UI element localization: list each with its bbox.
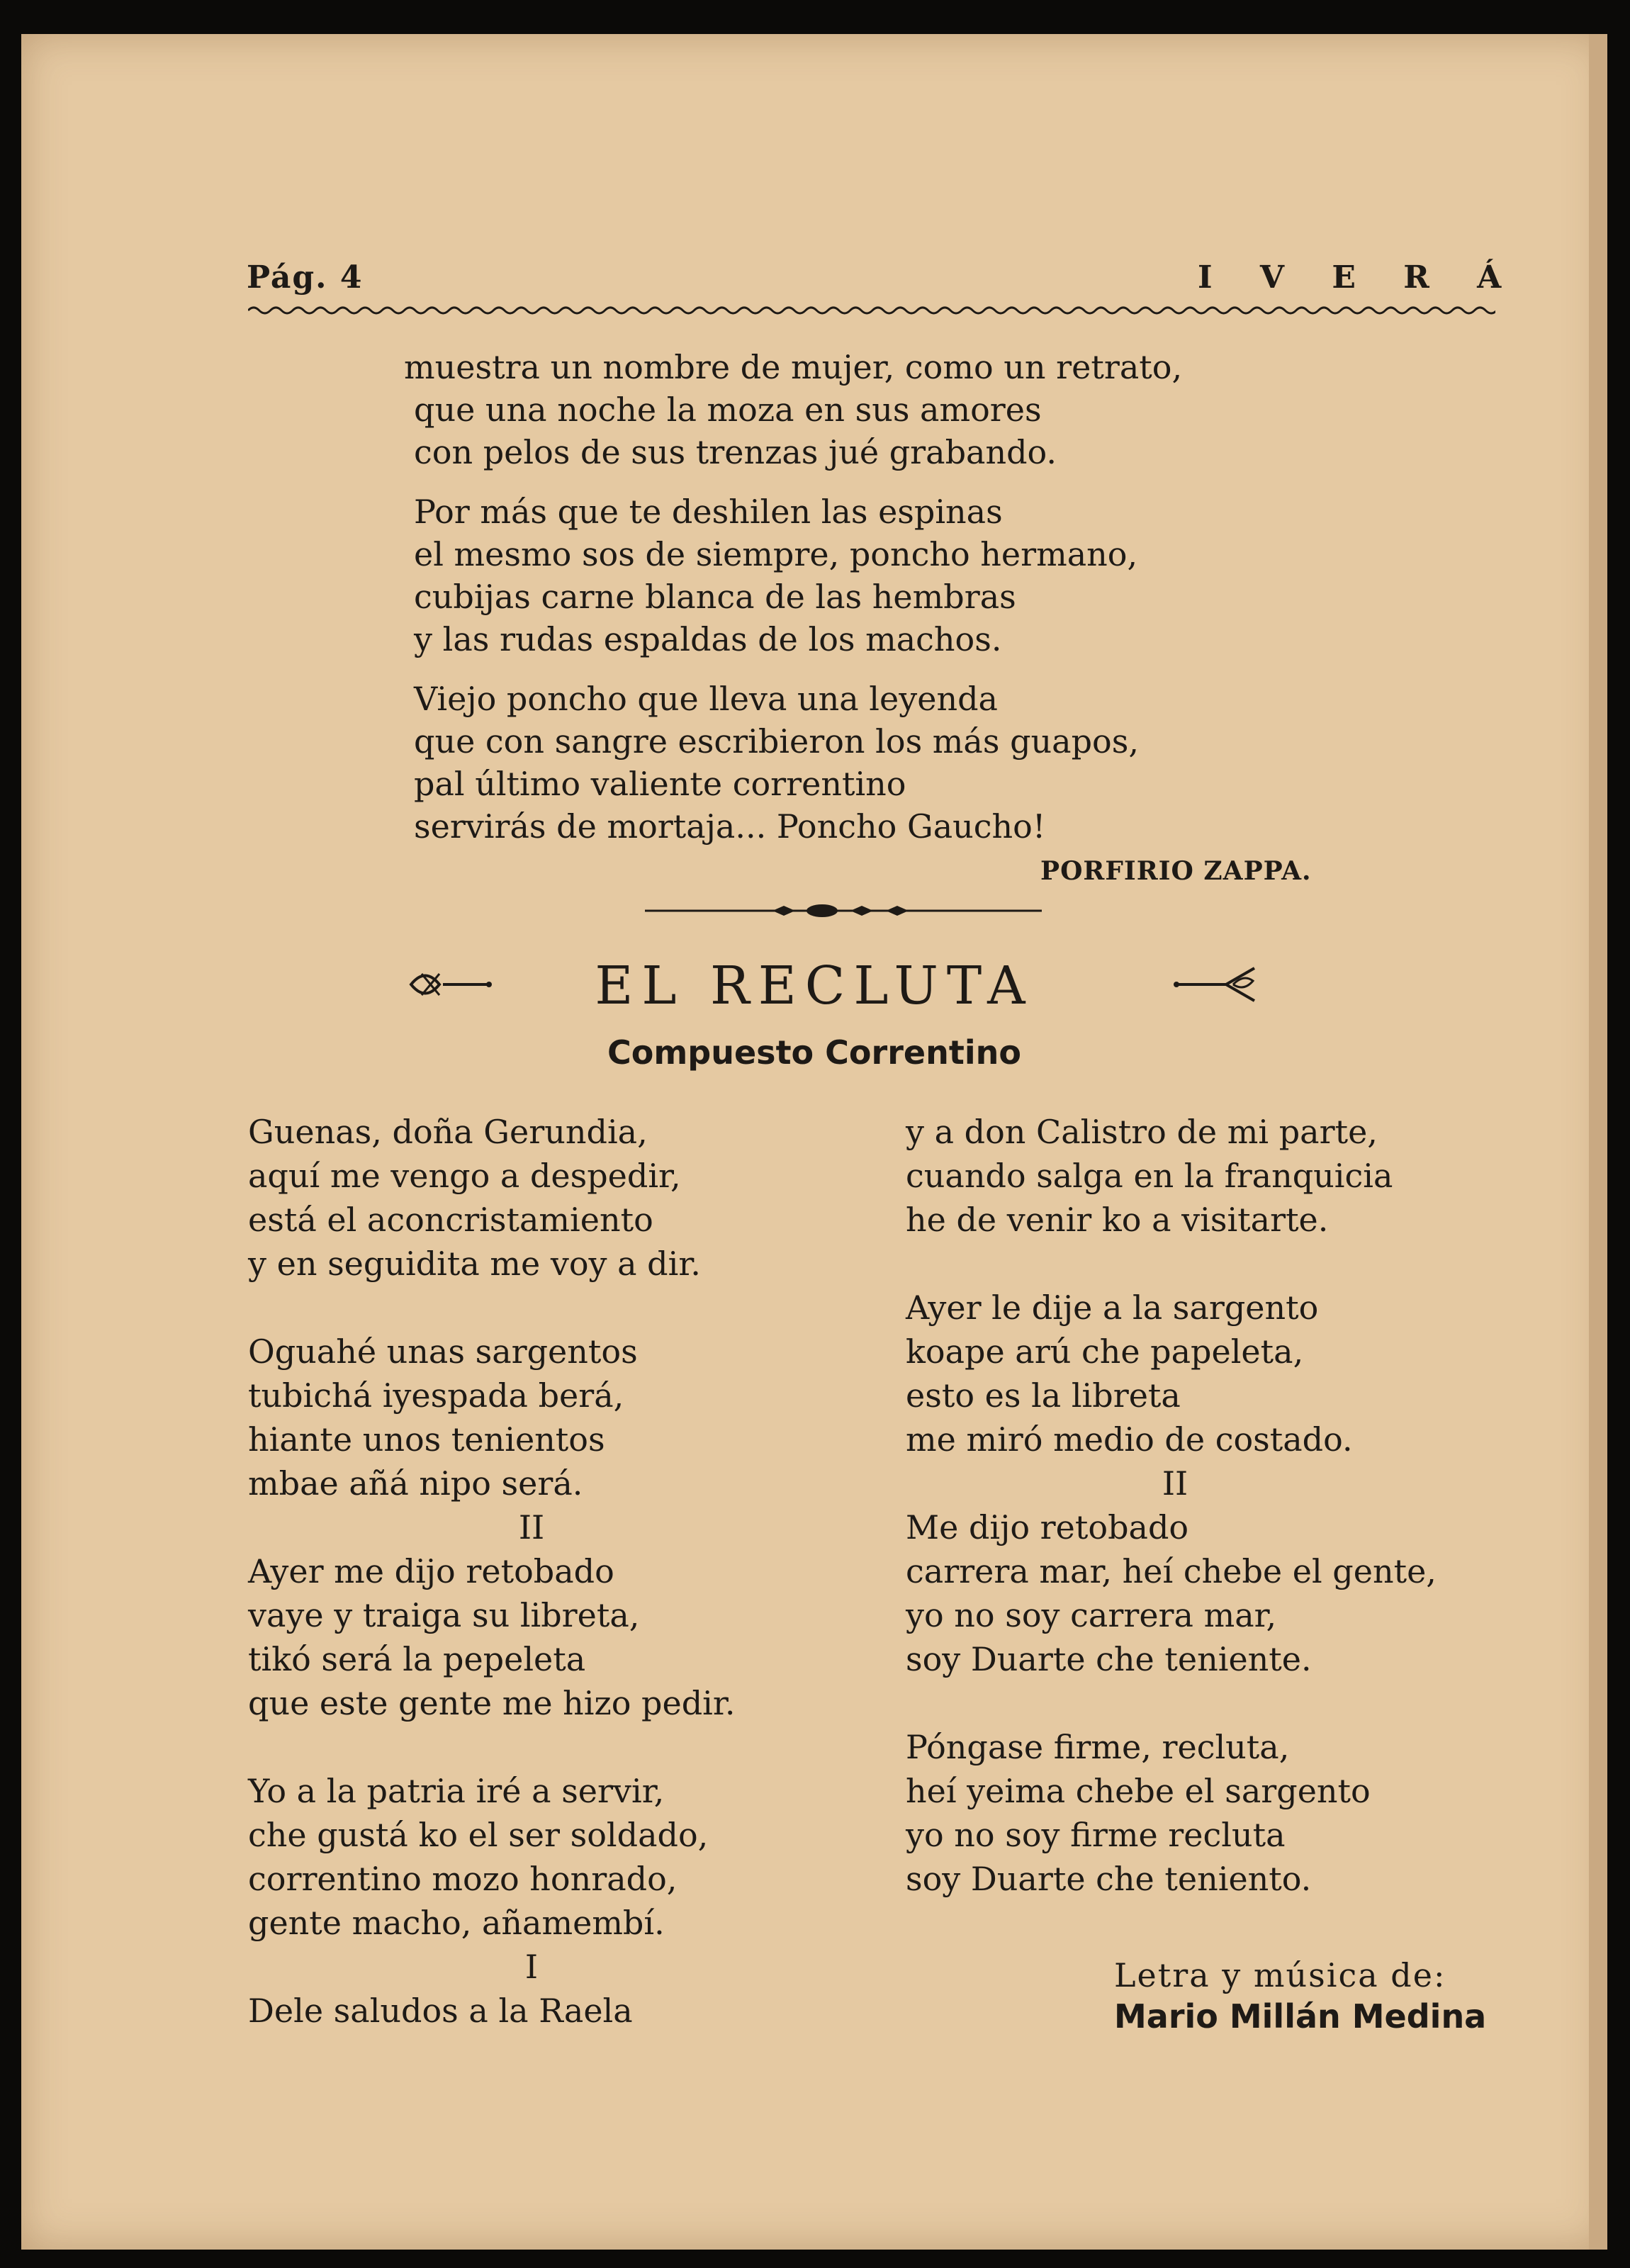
song-line: soy Duarte che teniente. bbox=[906, 1640, 1312, 1678]
song-line: mbae añá nipo será. bbox=[248, 1464, 583, 1503]
stanza-gap bbox=[906, 1681, 1544, 1725]
song-title bbox=[21, 955, 1607, 1016]
poem-line: que una noche la moza en sus amores bbox=[414, 391, 1042, 429]
song-line: Póngase firme, recluta, bbox=[906, 1728, 1290, 1766]
song-line: aquí me vengo a despedir, bbox=[248, 1157, 681, 1195]
page-edge bbox=[1589, 34, 1607, 2250]
stanza-gap bbox=[248, 1286, 886, 1330]
song-line: koape arú che papeleta, bbox=[906, 1332, 1304, 1371]
stanza-gap bbox=[248, 1725, 886, 1769]
song-line: y en seguidita me voy a dir. bbox=[248, 1245, 701, 1283]
song-line: heí yeima chebe el sargento bbox=[906, 1772, 1371, 1810]
song-right-column bbox=[906, 1110, 1544, 1901]
poem-author: PORFIRIO ZAPPA. bbox=[1040, 856, 1312, 886]
poem-top bbox=[404, 346, 1182, 865]
song-line: Yo a la patria iré a servir, bbox=[248, 1772, 665, 1810]
poem-line: y las rudas espaldas de los machos. bbox=[414, 620, 1002, 658]
separator-ornament bbox=[645, 900, 1042, 921]
song-line: correntino mozo honrado, bbox=[248, 1860, 678, 1898]
song-line: y a don Calistro de mi parte, bbox=[906, 1113, 1378, 1151]
poem-stanza bbox=[404, 346, 1182, 473]
poem-line: que con sangre escribieron los más guapos, bbox=[414, 722, 1139, 760]
poem-line: pal último valiente correntino bbox=[414, 765, 906, 803]
song-line: yo no soy firme recluta bbox=[906, 1816, 1286, 1854]
credit-name: Mario Millán Medina bbox=[1114, 1997, 1487, 2036]
poem-line: cubijas carne blanca de las hembras bbox=[414, 578, 1016, 616]
section-numeral: I bbox=[524, 1948, 539, 1986]
song-line: me miró medio de costado. bbox=[906, 1420, 1353, 1459]
song-left-column bbox=[248, 1110, 886, 2033]
song-line: Ayer me dijo retobado bbox=[248, 1552, 614, 1590]
poem-line: servirás de mortaja... Poncho Gaucho! bbox=[414, 807, 1046, 846]
song-line: esto es la libreta bbox=[906, 1376, 1181, 1415]
song-line: Oguahé unas sargentos bbox=[248, 1332, 638, 1371]
song-line: hiante unos tenientos bbox=[248, 1420, 605, 1459]
song-line: Guenas, doña Gerundia, bbox=[248, 1113, 648, 1151]
song-line: carrera mar, heí chebe el gente, bbox=[906, 1552, 1437, 1590]
poem-stanza bbox=[404, 678, 1182, 848]
magazine-name: I V E R Á bbox=[1198, 259, 1520, 296]
song-line: he de venir ko a visitarte. bbox=[906, 1201, 1329, 1239]
song-line: que este gente me hizo pedir. bbox=[248, 1684, 736, 1722]
poem-line: Por más que te deshilen las espinas bbox=[414, 493, 1003, 531]
poem-line: muestra un nombre de mujer, como un retrato, bbox=[404, 348, 1183, 386]
song-line: che gustá ko el ser soldado, bbox=[248, 1816, 709, 1854]
section-numeral: II bbox=[1162, 1464, 1188, 1503]
song-line: está el aconcristamiento bbox=[248, 1201, 653, 1239]
magazine-page bbox=[21, 34, 1607, 2250]
song-line: tikó será la pepeleta bbox=[248, 1640, 586, 1678]
section-numeral: II bbox=[518, 1508, 545, 1546]
song-line: yo no soy carrera mar, bbox=[906, 1596, 1277, 1634]
poem-stanza bbox=[404, 490, 1182, 661]
poem-line: con pelos de sus trenzas jué grabando. bbox=[414, 433, 1057, 471]
song-subtitle: Compuesto Correntino bbox=[607, 1033, 1021, 1072]
poem-line: el mesmo sos de siempre, poncho hermano, bbox=[414, 535, 1138, 573]
song-line: Dele saludos a la Raela bbox=[248, 1992, 633, 2030]
song-title-text: EL RECLUTA bbox=[595, 955, 1034, 1016]
song-line: cuando salga en la franquicia bbox=[906, 1157, 1393, 1195]
song-line: vaye y traiga su libreta, bbox=[248, 1596, 640, 1634]
stanza-gap bbox=[906, 1242, 1544, 1286]
song-line: soy Duarte che teniento. bbox=[906, 1860, 1312, 1898]
poem-line: Viejo poncho que lleva una leyenda bbox=[414, 680, 998, 718]
song-line: tubichá iyespada berá, bbox=[248, 1376, 624, 1415]
page-number: Pág. 4 bbox=[247, 259, 364, 296]
song-line: gente macho, añamembí. bbox=[248, 1904, 665, 1942]
header-wavy-rule bbox=[248, 305, 1495, 316]
song-line: Ayer le dije a la sargento bbox=[906, 1289, 1319, 1327]
song-line: Me dijo retobado bbox=[906, 1508, 1189, 1546]
credit-line: Letra y música de: bbox=[1114, 1956, 1446, 1994]
